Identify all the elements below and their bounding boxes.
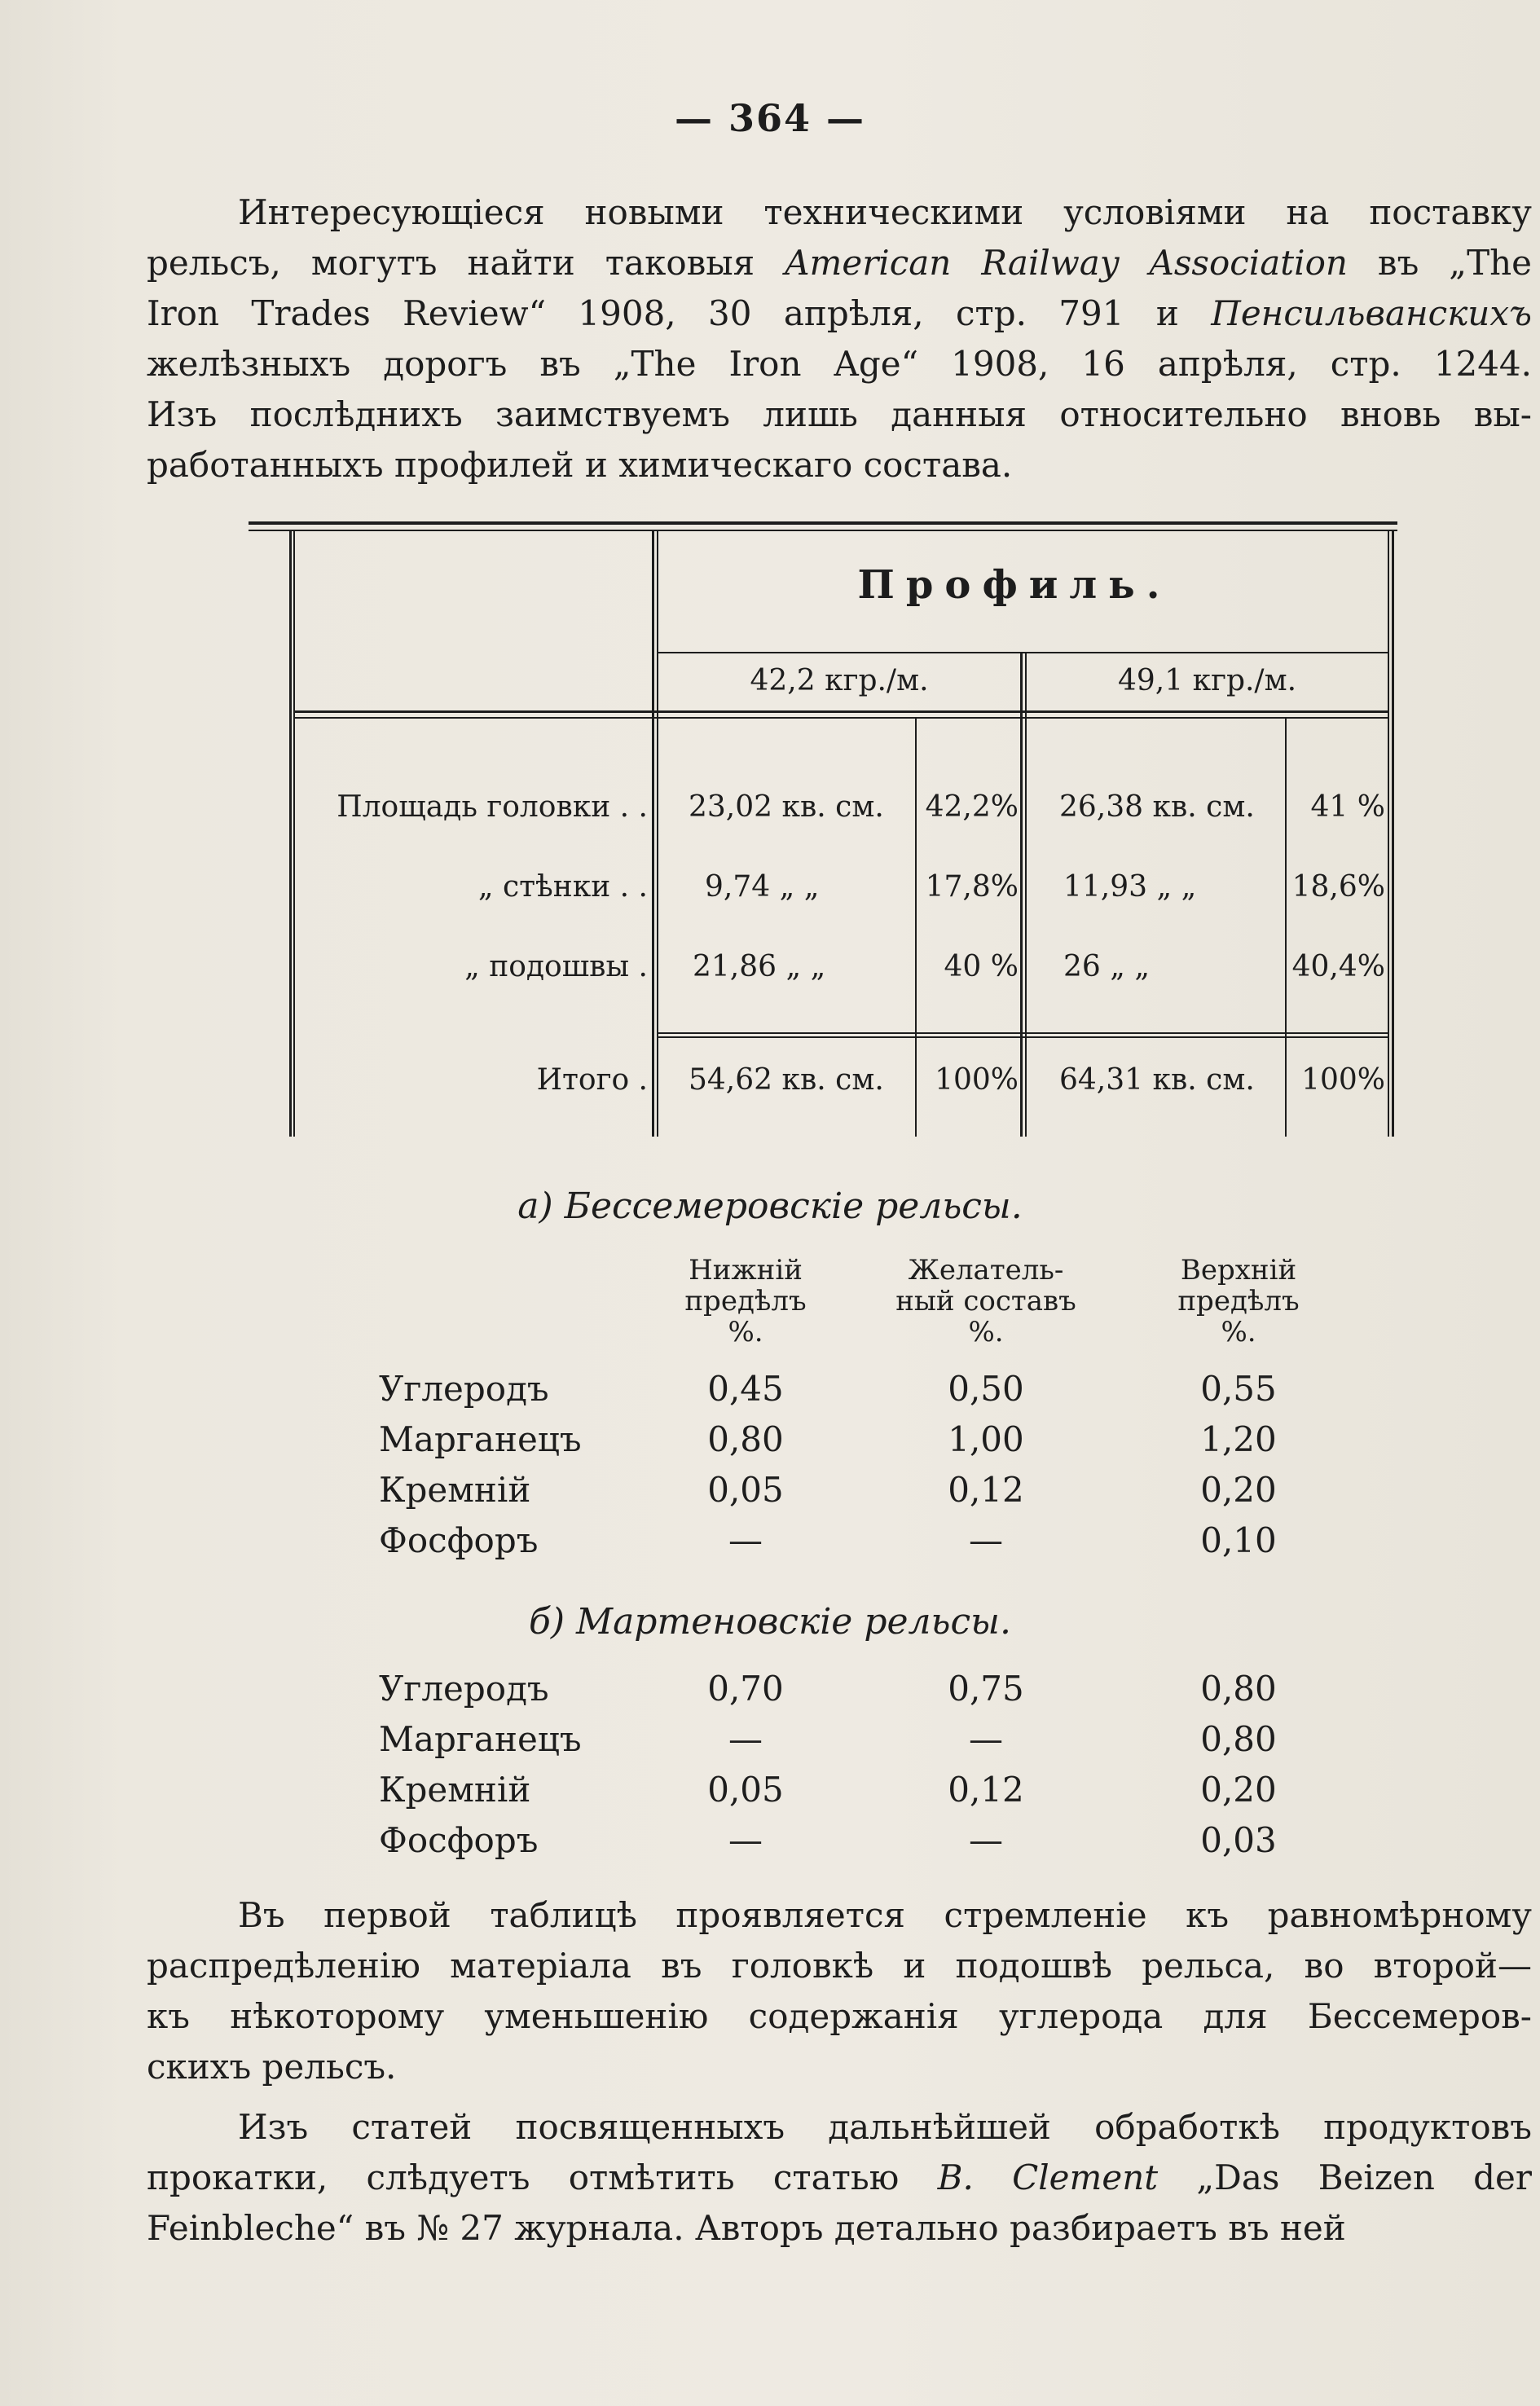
text-line: Изъ послѣднихъ заимствуемъ лишь данныя относительно вновь вы- bbox=[147, 394, 1532, 434]
table-row: Углеродъ 0,45 0,50 0,55 bbox=[379, 1369, 1277, 1409]
text-line: работанныхъ профилей и химическаго состава. bbox=[147, 445, 1013, 485]
column-header-49: 49,1 кгр./м. bbox=[1117, 664, 1297, 697]
profile-table: Профиль. 42,2 кгр./м. 49,1 кгр./м. Площадь головки . . 23,02 кв. см. 42,2% 26,38 кв. см. 41 % „ стѣнки . . 9,74 „ „ 17,8% 11,93 „ „ 18,6% „ подошвы . 21,86 „ „ 40 % 26 „ „ 40,4% Итого . 54,62 кв. см. 100% 64,31 кв. см. 100% bbox=[249, 521, 1397, 1137]
text-line: скихъ рельсъ. bbox=[147, 2047, 397, 2087]
column-header-42: 42,2 кгр./м. bbox=[750, 664, 929, 697]
text-line: распредѣленію матеріала въ головкѣ и подошвѣ рельса, во второй— bbox=[147, 1946, 1532, 1986]
text-line: прокатки, слѣдуетъ отмѣтить статью B. Clement „Das Beizen der bbox=[147, 2157, 1532, 2197]
table-row: Кремній 0,05 0,12 0,20 bbox=[379, 1770, 1277, 1810]
bessemer-title: а) Бессемеровскіе рельсы. bbox=[517, 1185, 1023, 1227]
martin-title: б) Мартеновскіе рельсы. bbox=[529, 1601, 1011, 1643]
page-number: — 364 — bbox=[674, 96, 866, 140]
table-row: Кремній 0,05 0,12 0,20 bbox=[379, 1470, 1277, 1510]
conclusion-paragraph bbox=[147, 1890, 1532, 2092]
intro-paragraph bbox=[147, 187, 1532, 490]
column-header-upper-limit: Верхній предѣлъ %. bbox=[1177, 1254, 1300, 1348]
text-line: Въ первой таблицѣ проявляется стремленіе къ равномѣрному bbox=[238, 1895, 1532, 1935]
table-row: Марганецъ — — 0,80 bbox=[379, 1719, 1277, 1759]
table-row: Марганецъ 0,80 1,00 1,20 bbox=[379, 1419, 1277, 1459]
table-row: Углеродъ 0,70 0,75 0,80 bbox=[379, 1669, 1277, 1709]
profile-title: Профиль. bbox=[857, 562, 1172, 608]
final-paragraph bbox=[147, 2102, 1532, 2254]
text-line: желѣзныхъ дорогъ въ „The Iron Age“ 1908, 16 апрѣля, стр. 1244. bbox=[147, 344, 1532, 384]
column-header-lower-limit: Нижній предѣлъ %. bbox=[684, 1254, 807, 1348]
table-row: Фосфоръ — — 0,10 bbox=[379, 1520, 1277, 1560]
text-line: Iron Trades Review“ 1908, 30 апрѣля, стр. 791 и Пенсильванскихъ bbox=[147, 293, 1532, 333]
text-line: Изъ статей посвященныхъ дальнѣйшей обработкѣ продуктовъ bbox=[238, 2107, 1532, 2147]
column-header-desired: Желатель- ный составъ %. bbox=[895, 1254, 1076, 1348]
text-line: Интересующіеся новыми техническими условіями на поставку bbox=[238, 192, 1532, 232]
text-line: къ нѣкоторому уменьшенію содержанія углерода для Бессемеров- bbox=[147, 1996, 1532, 2036]
table-row: Фосфоръ — — 0,03 bbox=[379, 1820, 1277, 1860]
text-line: Feinbleche“ въ № 27 журнала. Авторъ детально разбираетъ въ ней bbox=[147, 2208, 1346, 2248]
text-line: рельсъ, могутъ найти таковыя American Railway Association въ „The bbox=[147, 243, 1532, 283]
